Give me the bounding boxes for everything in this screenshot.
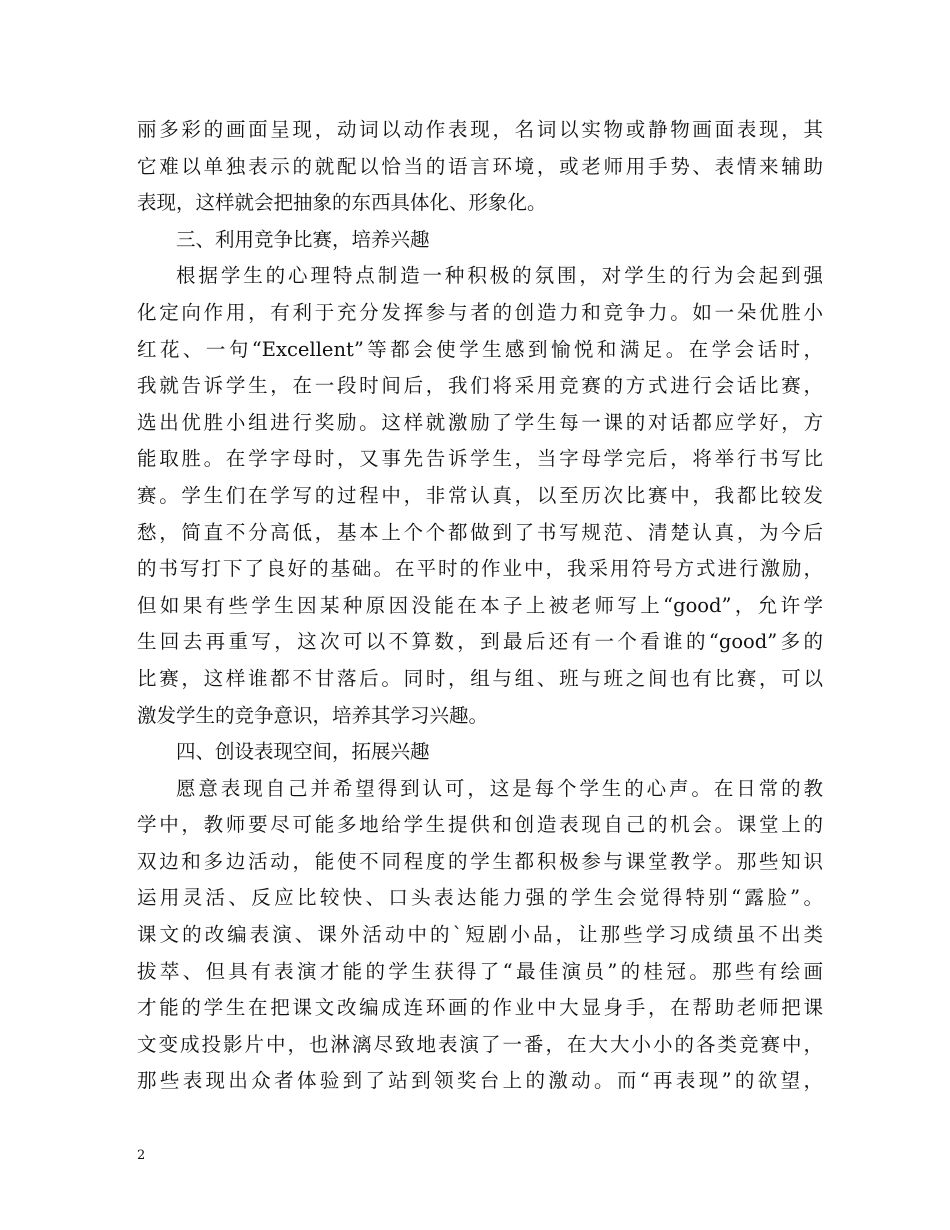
- text-line: 学中，教师要尽可能多地给学生提供和创造表现自己的机会。课堂上的: [137, 813, 823, 837]
- text-line: 表现，这样就会把抽象的东西具体化、形象化。: [137, 191, 547, 215]
- text-line: 选出优胜小组进行奖励。这样就激励了学生每一课的对话都应学好，方: [137, 410, 823, 434]
- text-line: 的书写打下了良好的基础。在平时的作业中，我采用符号方式进行激励，: [137, 557, 823, 581]
- text-line: 生回去再重写，这次可以不算数，到最后还有一个看谁的“good”多的: [137, 630, 823, 654]
- text-line: 我就告诉学生，在一段时间后，我们将采用竞赛的方式进行会话比赛，: [137, 374, 823, 398]
- text-line: 比赛，这样谁都不甘落后。同时，组与组、班与班之间也有比赛，可以: [137, 666, 823, 690]
- text-line: 拔萃、但具有表演才能的学生获得了“最佳演员”的桂冠。那些有绘画: [137, 959, 823, 983]
- text-line: 文变成投影片中，也淋漓尽致地表演了一番，在大大小小的各类竞赛中，: [137, 1032, 823, 1056]
- text-line: 才能的学生在把课文改编成连环画的作业中大显身手，在帮助老师把课: [137, 996, 823, 1020]
- indented-line: 根据学生的心理特点制造一种积极的氛围，对学生的行为会起到强: [176, 264, 823, 288]
- text-line: 丽多彩的画面呈现，动词以动作表现，名词以实物或静物画面表现，其: [137, 118, 823, 141]
- document-body: [137, 112, 823, 1100]
- text-line: 激发学生的竞争意识，培养其学习兴趣。: [137, 703, 489, 727]
- text-line: 但如果有些学生因某种原因没能在本子上被老师写上“good”，允许学: [137, 593, 823, 617]
- text-line: 课文的改编表演、课外活动中的`短剧小品，让那些学习成绩虽不出类: [137, 923, 823, 947]
- text-line: 红花、一句“Excellent”等都会使学生感到愉悦和满足。在学会话时，: [137, 337, 823, 361]
- text-line: 运用灵活、反应比较快、口头表达能力强的学生会觉得特别“露脸”。: [137, 886, 823, 910]
- indented-line: 四、创设表现空间，拓展兴趣: [176, 740, 430, 764]
- text-line: 那些表现出众者体验到了站到领奖台上的激动。而“再表现”的欲望，: [137, 1069, 823, 1093]
- text-line: 它难以单独表示的就配以恰当的语言环境，或老师用手势、表情来辅助: [137, 154, 823, 178]
- text-line: 双边和多边活动，能使不同程度的学生都积极参与课堂教学。那些知识: [137, 849, 823, 873]
- text-line: 化定向作用，有利于充分发挥参与者的创造力和竞争力。如一朵优胜小: [137, 300, 823, 324]
- page-number: 2: [137, 1148, 146, 1163]
- text-line: 能取胜。在学字母时，又事先告诉学生，当字母学完后，将举行书写比: [137, 447, 823, 471]
- text-line: 愁，简直不分高低，基本上个个都做到了书写规范、清楚认真，为今后: [137, 520, 823, 544]
- text-line: 赛。学生们在学写的过程中，非常认真，以至历次比赛中，我都比较发: [137, 483, 823, 507]
- indented-line: 愿意表现自己并希望得到认可，这是每个学生的心声。在日常的教: [176, 776, 823, 800]
- indented-line: 三、利用竞争比赛，培养兴趣: [176, 227, 430, 251]
